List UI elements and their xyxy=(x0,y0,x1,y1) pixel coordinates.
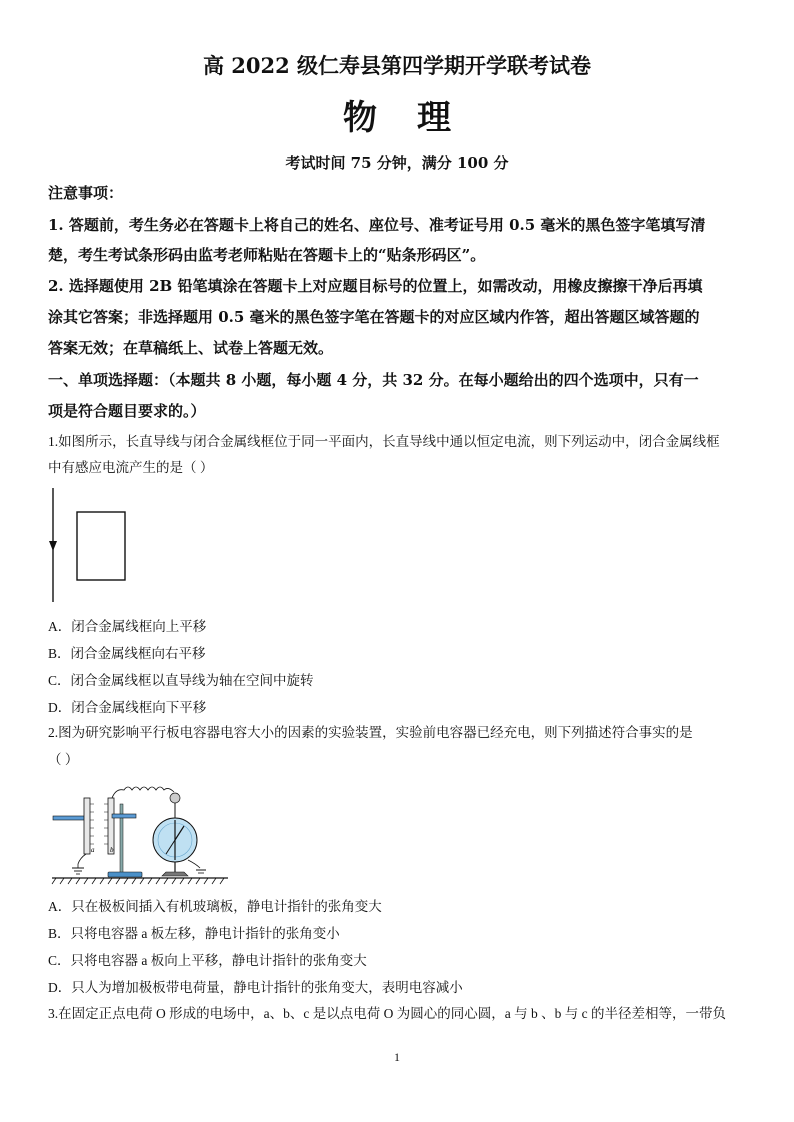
label-b: b xyxy=(110,846,114,854)
question-3-stem: 3.在固定正点电荷 O 形成的电场中，a、b、c 是以点电荷 O 为圆心的同心圆，a 与 b 、b 与 c 的半径差相等，一带负 xyxy=(48,1006,726,1021)
notice-line: 涂其它答案；非选择题用 0.5 毫米的黑色签字笔在答题卡的对应区域内作答，超出答题区域答题的 xyxy=(48,308,700,326)
question-1-stem: 中有感应电流产生的是（ ） xyxy=(48,460,214,475)
notice-line: 1. 答题前，考生务必在答题卡上将自己的姓名、座位号、准考证号用 0.5 毫米的黑色签字笔填写清 xyxy=(48,216,706,234)
section-heading: 一、单项选择题：（本题共 8 小题，每小题 4 分，共 32 分。在每小题给出的四个选项中，只有一 xyxy=(48,371,699,389)
option-b[interactable]: B．只将电容器 a 板左移，静电计指针的张角变小 xyxy=(48,926,340,941)
option-c[interactable]: C．闭合金属线框以直导线为轴在空间中旋转 xyxy=(48,673,314,688)
question-2-stem: （ ） xyxy=(48,752,79,767)
connecting-wire xyxy=(112,787,174,798)
option-b[interactable]: B．闭合金属线框向右平移 xyxy=(48,646,206,661)
label-a: a xyxy=(91,846,95,854)
current-arrow-icon xyxy=(49,541,57,551)
metal-loop xyxy=(77,512,125,580)
page-number: 1 xyxy=(394,1050,400,1064)
capacitor-electrometer-figure xyxy=(50,776,230,886)
option-a[interactable]: A．只在极板间插入有机玻璃板，静电计指针的张角变大 xyxy=(48,899,382,914)
option-d[interactable]: D．闭合金属线框向下平移 xyxy=(48,700,207,715)
question-2-stem: 2.图为研究影响平行板电容器电容大小的因素的实验装置，实验前电容器已经充电，则下列描述符合事实的是 xyxy=(48,725,693,740)
stand-base xyxy=(108,872,142,877)
electrometer-knob xyxy=(170,793,180,803)
notice-line: 答案无效；在草稿纸上、试卷上答题无效。 xyxy=(48,339,334,357)
insulating-rod xyxy=(53,816,85,820)
notice-line: 楚，考生考试条形码由监考老师粘贴在答题卡上的“贴条形码区”。 xyxy=(48,246,486,264)
subject-title: 物理 xyxy=(343,98,491,138)
section-heading: 项是符合题目要求的。） xyxy=(48,402,206,420)
plate-a xyxy=(84,798,90,854)
option-c[interactable]: C．只将电容器 a 板向上平移，静电计指针的张角变大 xyxy=(48,953,367,968)
question-1-stem: 1.如图所示，长直导线与闭合金属线框位于同一平面内，长直导线中通以恒定电流，则下列运动中，闭合金属线框 xyxy=(48,434,720,449)
exam-title: 高 2022 级仁寿县第四学期开学联考试卷 xyxy=(202,53,592,78)
option-a[interactable]: A．闭合金属线框向上平移 xyxy=(48,619,207,634)
option-d[interactable]: D．只人为增加极板带电荷量，静电计指针的张角变大，表明电容减小 xyxy=(48,980,463,995)
exam-time: 考试时间 75 分钟，满分 100 分 xyxy=(285,154,509,172)
notice-line: 2. 选择题使用 2B 铅笔填涂在答题卡上对应题目标号的位置上，如需改动，用橡皮擦擦干净后再填 xyxy=(48,277,703,295)
notice-heading: 注意事项： xyxy=(48,184,124,202)
wire-loop-figure xyxy=(40,486,140,606)
